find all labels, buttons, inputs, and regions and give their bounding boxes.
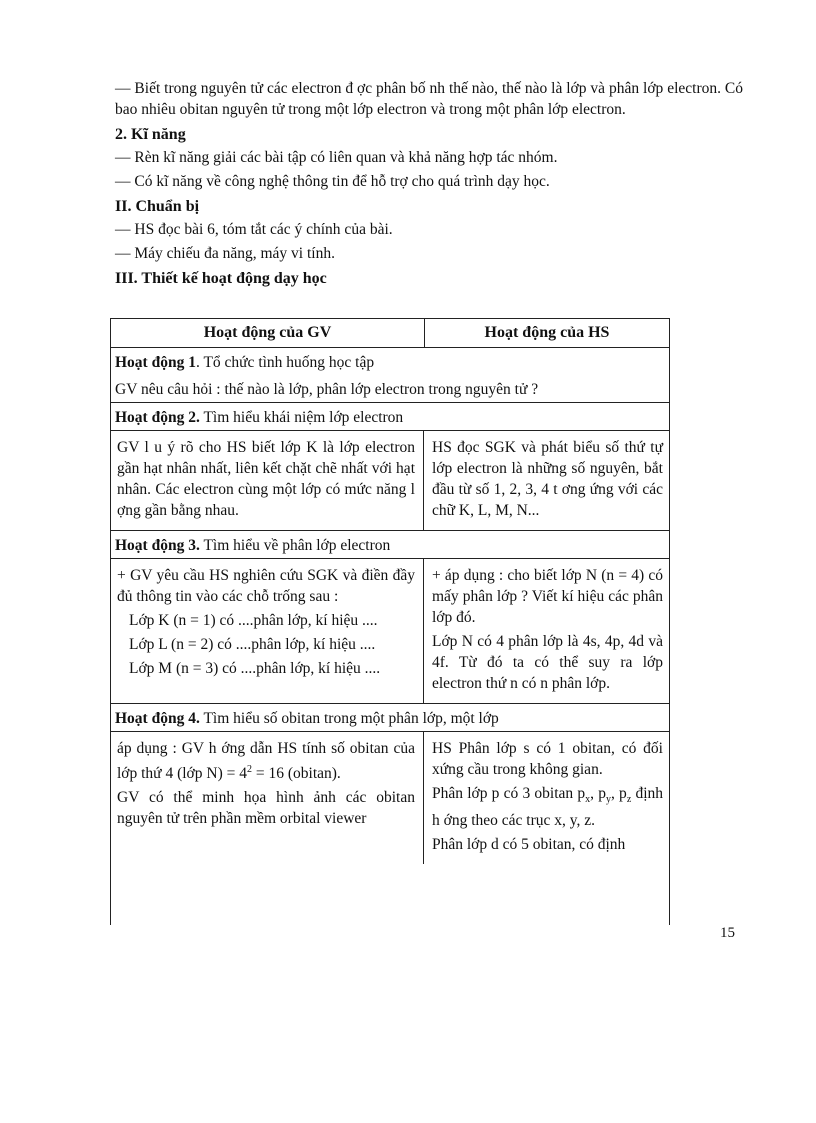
activity-2-hs bbox=[424, 431, 669, 530]
activity-2-row bbox=[111, 431, 669, 531]
activity-2-hs-text: HS đọc SGK và phát biểu số thứ tự lớp electron là những số nguyên, bắt đầu từ số 1, 2, 3, 4 t ơng ứng với các chữ K, L, M, N... bbox=[432, 439, 663, 519]
prep-heading: II. Chuẩn bị bbox=[115, 198, 200, 215]
sep-1: , p bbox=[590, 785, 606, 802]
activity-2-gv-text: GV l u ý rõ cho HS biết lớp K là lớp electron gần hạt nhân nhất, liên kết chặt chẽ nhất với hạt nhân. Các electron cùng một lớp có mức năng l ợng gần bằng nhau. bbox=[117, 439, 415, 519]
knowledge-bullet: — Biết trong nguyên tử các electron đ ợc phân bố nh thế nào, thế nào là lớp và phân lớp electron. Có bao nhiêu obitan nguyên tử trong một lớp electron và trong một phân lớp electron. bbox=[115, 80, 743, 118]
header-gv: Hoạt động của GV bbox=[111, 319, 425, 347]
activity-4-label: Hoạt động 4. bbox=[115, 710, 200, 727]
activity-3-hs-question: + áp dụng : cho biết lớp N (n = 4) có mấy phân lớp ? Viết kí hiệu các phân lớp đó. bbox=[432, 567, 663, 626]
activity-4-hs-p-a: Phân lớp p có 3 obitan p bbox=[432, 785, 586, 802]
activity-3-gv-l: Lớp L (n = 2) có ....phân lớp, kí hiệu .... bbox=[129, 636, 376, 653]
activity-table bbox=[110, 318, 670, 925]
table-header bbox=[111, 319, 669, 348]
activity-4-row bbox=[111, 732, 669, 864]
activity-1-desc: . Tổ chức tình huống học tập bbox=[195, 354, 375, 371]
activity-4-gv-calc-a: áp dụng : GV h ớng dẫn HS tính số obitan của lớp thứ 4 (lớp N) = 4 bbox=[117, 740, 415, 783]
activity-4-gv-viewer: GV có thể minh họa hình ảnh các obitan nguyên tử trên phần mềm orbital viewer bbox=[117, 789, 415, 828]
sep-2: , p bbox=[610, 785, 627, 802]
sub-z: z bbox=[626, 794, 632, 806]
activity-4-hs-p-b: định h ớng theo các trục x, y, z. bbox=[432, 785, 664, 830]
sub-y: y bbox=[605, 794, 611, 806]
skill-item: — Có kĩ năng về công nghệ thông tin để hỗ trợ cho quá trình dạy học. bbox=[115, 173, 550, 190]
activity-2-title bbox=[111, 403, 669, 431]
activity-4-hs-s: HS Phân lớp s có 1 obitan, có đối xứng cầu trong không gian. bbox=[432, 740, 663, 778]
activity-4-desc: Tìm hiểu số obitan trong một phân lớp, một lớp bbox=[199, 710, 499, 727]
activity-4-hs bbox=[424, 732, 669, 864]
activity-2-gv bbox=[111, 431, 424, 530]
activity-3-gv bbox=[111, 559, 424, 703]
sub-x: x bbox=[585, 794, 591, 806]
activity-3-label: Hoạt động 3. bbox=[115, 537, 200, 554]
activity-4-gv-calc bbox=[117, 738, 415, 784]
activity-1-title bbox=[111, 348, 669, 375]
activity-4-gv bbox=[111, 732, 424, 864]
activity-4-gv-calc-exp: 2 bbox=[246, 764, 252, 775]
activity-3-hs bbox=[424, 559, 669, 703]
activity-2-label: Hoạt động 2. bbox=[115, 409, 200, 426]
activity-3-hs-answer: Lớp N có 4 phân lớp là 4s, 4p, 4d và 4f. Từ đó ta có thể suy ra lớp electron thứ n có n phân lớp. bbox=[432, 633, 663, 692]
prep-item: — HS đọc bài 6, tóm tắt các ý chính của bài. bbox=[115, 221, 393, 238]
activity-4-hs-d: Phân lớp d có 5 obitan, có định bbox=[432, 836, 626, 854]
prep-item: — Máy chiếu đa năng, máy vi tính. bbox=[115, 245, 335, 262]
activity-3-desc: Tìm hiểu về phân lớp electron bbox=[199, 537, 391, 554]
activity-3-title bbox=[111, 531, 669, 559]
page-number: 15 bbox=[720, 925, 735, 941]
activity-3-row bbox=[111, 559, 669, 704]
activity-3-gv-k: Lớp K (n = 1) có ....phân lớp, kí hiệu .... bbox=[129, 612, 378, 629]
activity-4-hs-p bbox=[432, 783, 663, 831]
activity-3-gv-intro: + GV yêu cầu HS nghiên cứu SGK và điền đầy đủ thông tin vào các chỗ trống sau : bbox=[117, 567, 415, 605]
design-heading: III. Thiết kế hoạt động dạy học bbox=[115, 270, 327, 287]
activity-1-label: Hoạt động 1 bbox=[115, 354, 196, 371]
intro-section bbox=[115, 78, 743, 291]
skills-heading: 2. Kĩ năng bbox=[115, 126, 186, 143]
activity-1-question: GV nêu câu hỏi : thế nào là lớp, phân lớp electron trong nguyên tử ? bbox=[111, 375, 669, 403]
skill-item: — Rèn kĩ năng giải các bài tập có liên quan và khả năng hợp tác nhóm. bbox=[115, 149, 558, 166]
activity-4-gv-calc-b: = 16 (obitan). bbox=[251, 765, 341, 783]
activity-4-title bbox=[111, 704, 669, 732]
activity-2-desc: Tìm hiểu khái niệm lớp electron bbox=[199, 409, 404, 426]
header-hs: Hoạt động của HS bbox=[484, 324, 610, 341]
activity-3-gv-m: Lớp M (n = 3) có ....phân lớp, kí hiệu .... bbox=[129, 660, 381, 677]
